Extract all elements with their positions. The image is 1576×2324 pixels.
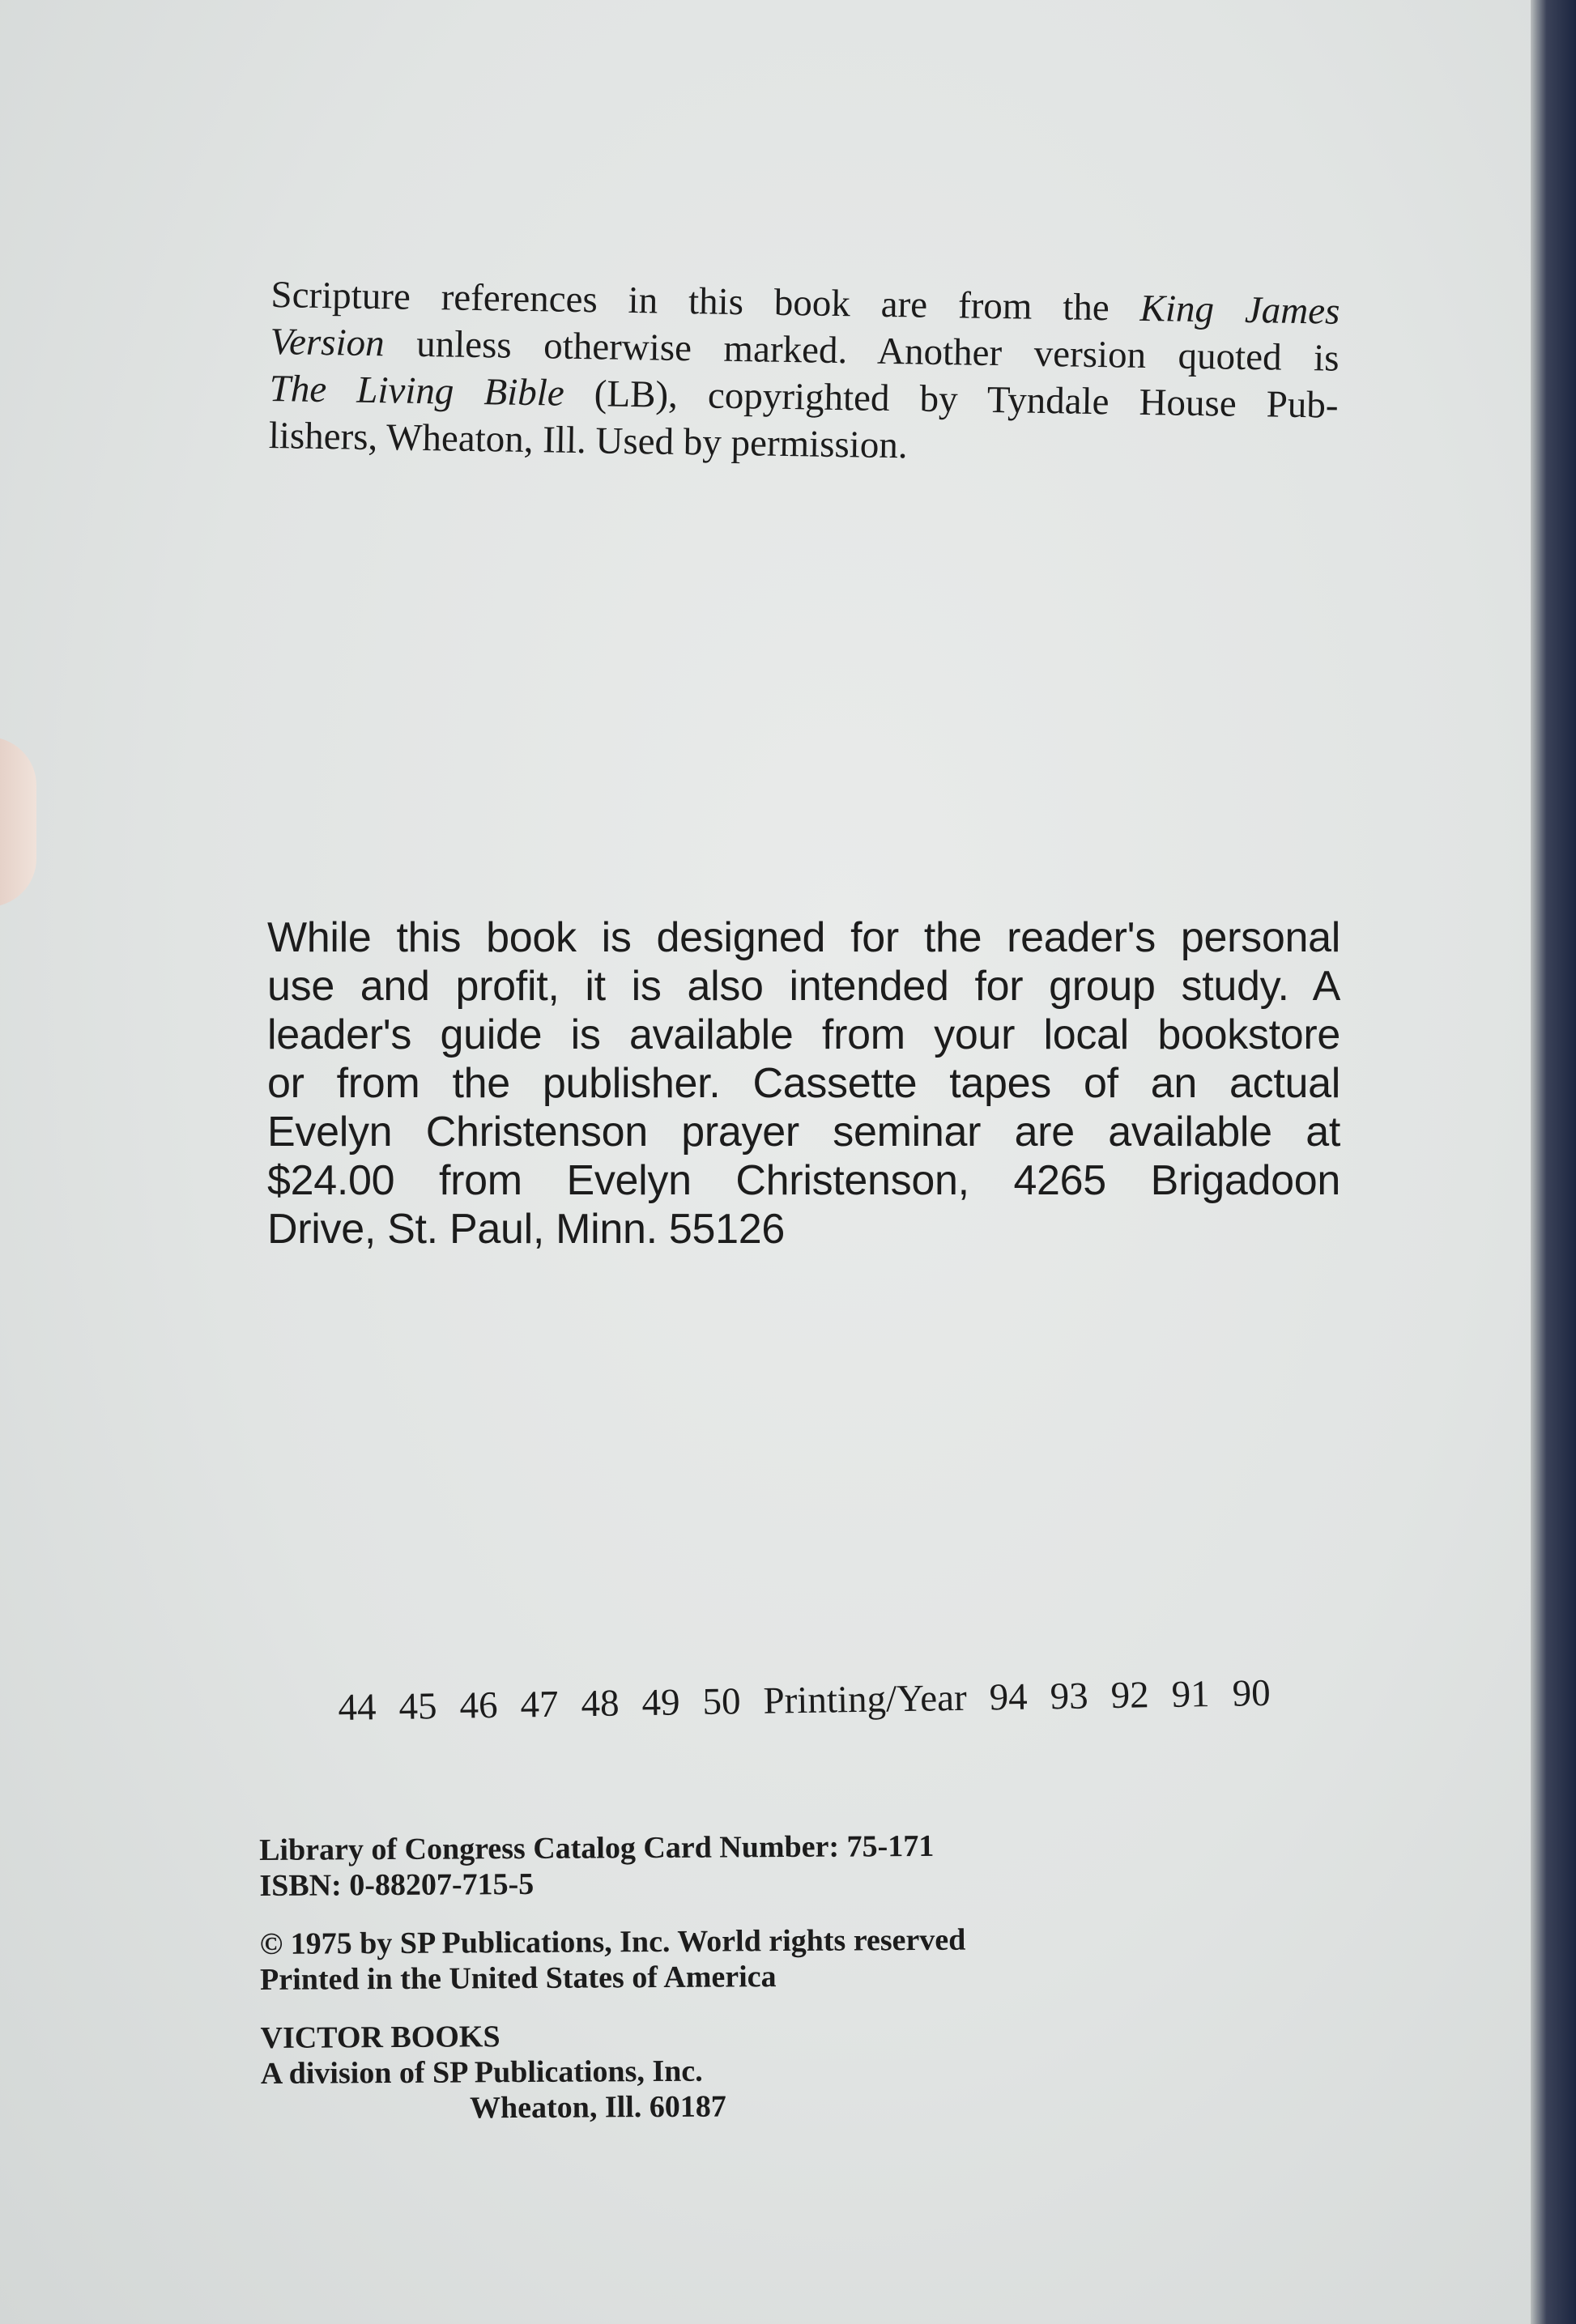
thumb bbox=[0, 737, 36, 907]
printing-number: 46 bbox=[459, 1683, 498, 1727]
scripture-text: unless otherwise marked. Another version quoted is bbox=[384, 322, 1340, 380]
printing-year-label: Printing/Year bbox=[763, 1676, 968, 1722]
study-note bbox=[267, 913, 1340, 1254]
scripture-italic-title: The Living Bible bbox=[269, 367, 565, 415]
publisher-division: A division of SP Publications, Inc. bbox=[260, 2054, 703, 2091]
lccn-line: Library of Congress Catalog Card Number: 75-171 bbox=[259, 1828, 935, 1867]
scripture-line-4: lishers, Wheaton, Ill. Used by permission. bbox=[268, 414, 909, 467]
isbn-line: ISBN: 0-88207-715-5 bbox=[259, 1866, 535, 1903]
year-number: 93 bbox=[1050, 1675, 1089, 1718]
printed-line: Printed in the United States of America bbox=[259, 1960, 777, 1997]
scripture-italic-title: Version bbox=[270, 320, 385, 365]
scripture-text: Scripture references in this book are from the bbox=[270, 273, 1141, 330]
publisher-address: Wheaton, Ill. 60187 bbox=[469, 2089, 726, 2126]
printing-number: 50 bbox=[702, 1680, 741, 1723]
study-line-6: $24.00 from Evelyn Christenson, 4265 Brigadoon bbox=[267, 1157, 1340, 1204]
year-number: 92 bbox=[1110, 1674, 1150, 1717]
scripture-abbrev: LB bbox=[607, 372, 656, 416]
study-line-3: leader's guide is available from your local bookstore bbox=[267, 1011, 1340, 1058]
year-number: 94 bbox=[989, 1675, 1029, 1719]
study-line-1: While this book is designed for the reader's personal bbox=[267, 914, 1340, 961]
study-line-5: Evelyn Christenson prayer seminar are available at bbox=[267, 1109, 1340, 1156]
printing-number: 47 bbox=[520, 1683, 559, 1726]
scripture-text: ( bbox=[564, 372, 607, 415]
scripture-note bbox=[268, 271, 1340, 476]
scripture-text: ), copyrighted by Tyndale House Pub- bbox=[655, 373, 1339, 427]
year-number: 91 bbox=[1171, 1673, 1210, 1716]
printing-number: 44 bbox=[338, 1686, 377, 1730]
catalog-block bbox=[259, 1827, 1152, 2127]
printing-year-line bbox=[338, 1668, 1489, 1730]
year-number: 90 bbox=[1232, 1671, 1271, 1715]
publisher-name: VICTOR BOOKS bbox=[260, 2020, 500, 2055]
study-line-4: or from the publisher. Cassette tapes of an actual bbox=[267, 1060, 1340, 1107]
study-line-7: Drive, St. Paul, Minn. 55126 bbox=[267, 1206, 786, 1253]
printing-number: 49 bbox=[641, 1681, 680, 1725]
scripture-italic-title: King James bbox=[1139, 287, 1340, 333]
copyright-line: © 1975 by SP Publications, Inc. World rights reserved bbox=[259, 1922, 966, 1961]
printing-number: 45 bbox=[398, 1685, 437, 1728]
study-line-2: use and profit, it is also intended for group study. A bbox=[267, 963, 1340, 1010]
page-edge bbox=[1531, 0, 1576, 2324]
printing-number: 48 bbox=[581, 1682, 620, 1726]
